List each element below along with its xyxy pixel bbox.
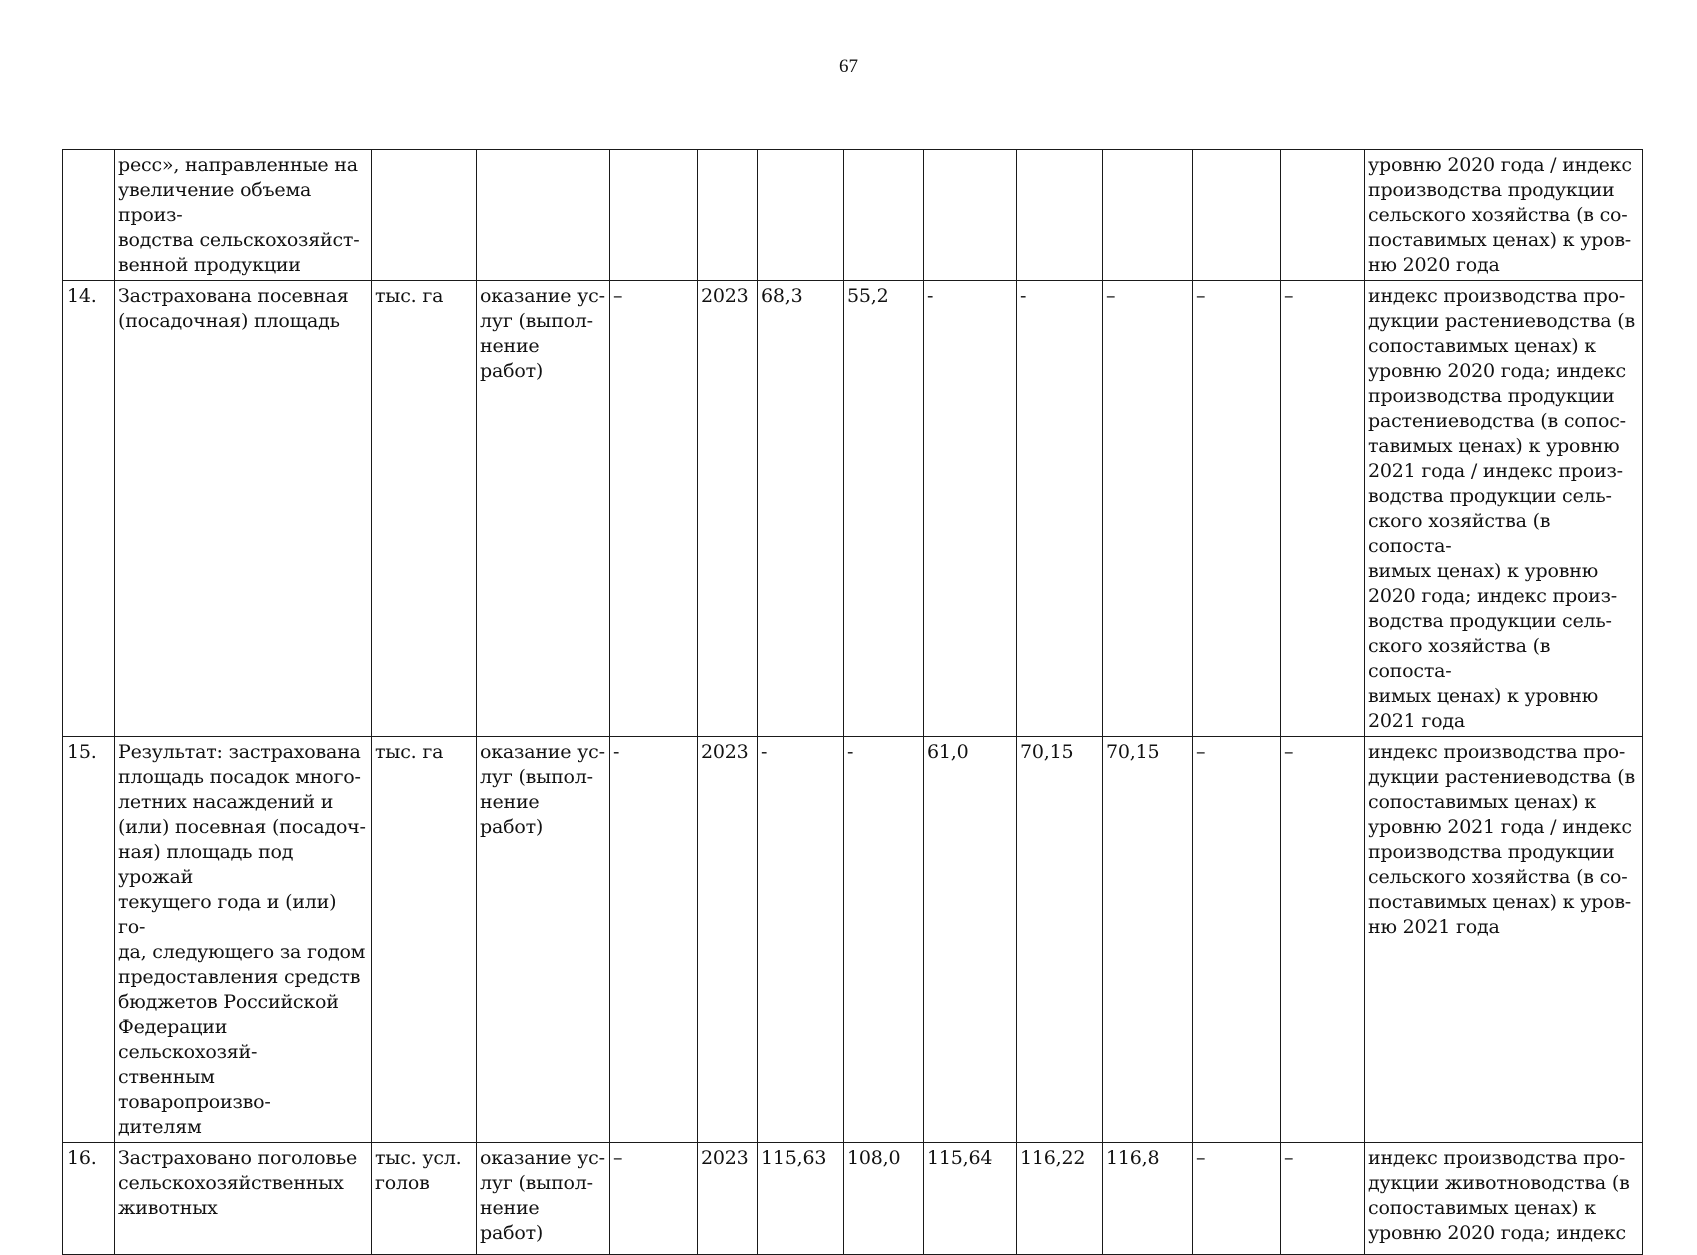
value-cell: – <box>1193 1143 1281 1255</box>
result-name: Застраховано поголовье сельскохозяйственных животных <box>115 1143 372 1255</box>
year-cell: 2023 <box>698 1143 758 1255</box>
indicators-table <box>62 149 1643 1255</box>
value-cell <box>1103 150 1193 281</box>
value-cell: – <box>1193 737 1281 1143</box>
value-cell: – <box>1193 281 1281 737</box>
value-cell: 115,64 <box>924 1143 1017 1255</box>
linked-indicators: уровню 2020 года / индекс производства продукции сельского хозяйства (в со- поставимых ценах) к уров- ню 2020 года <box>1365 150 1643 281</box>
value-cell <box>844 150 924 281</box>
unit-cell: тыс. га <box>372 281 477 737</box>
year-cell: 2023 <box>698 281 758 737</box>
value-cell: – <box>610 1143 698 1255</box>
value-cell: 116,8 <box>1103 1143 1193 1255</box>
value-cell: 115,63 <box>758 1143 844 1255</box>
value-cell: - <box>610 737 698 1143</box>
table-row <box>63 1143 1643 1255</box>
result-name: Результат: застрахована площадь посадок много- летних насаждений и (или) посевная (посадоч- ная) площадь под урожай текущего года и (или) го- да, следующего за годом предоставления средств бюджетов Российской Федерации сельскохозяй- ственным товаропроизво- дителям <box>115 737 372 1143</box>
value-cell: – <box>610 281 698 737</box>
value-cell <box>758 150 844 281</box>
table-row <box>63 150 1643 281</box>
value-cell <box>1281 150 1365 281</box>
value-cell: 116,22 <box>1017 1143 1103 1255</box>
value-cell <box>924 150 1017 281</box>
value-cell: 61,0 <box>924 737 1017 1143</box>
value-cell <box>1017 150 1103 281</box>
value-cell: – <box>1281 737 1365 1143</box>
row-number: 14. <box>63 281 115 737</box>
value-cell: - <box>924 281 1017 737</box>
result-name: Застрахована посевная (посадочная) площадь <box>115 281 372 737</box>
row-number: 16. <box>63 1143 115 1255</box>
value-cell: 70,15 <box>1103 737 1193 1143</box>
row-number <box>63 150 115 281</box>
linked-indicators: индекс производства про- дукции животноводства (в сопоставимых ценах) к уровню 2020 года; индекс <box>1365 1143 1643 1255</box>
linked-indicators: индекс производства про- дукции растениеводства (в сопоставимых ценах) к уровню 2021 года / индекс производства продукции сельского хозяйства (в со- поставимых ценах) к уров- ню 2021 года <box>1365 737 1643 1143</box>
table-row <box>63 737 1643 1143</box>
result-type: оказание ус- луг (выпол- нение работ) <box>477 1143 610 1255</box>
value-cell: – <box>1281 281 1365 737</box>
page-number: 67 <box>839 56 858 77</box>
value-cell: – <box>1103 281 1193 737</box>
value-cell: 68,3 <box>758 281 844 737</box>
value-cell: - <box>758 737 844 1143</box>
value-cell: - <box>1017 281 1103 737</box>
value-cell: 55,2 <box>844 281 924 737</box>
value-cell <box>1193 150 1281 281</box>
value-cell <box>610 150 698 281</box>
table-row <box>63 281 1643 737</box>
result-type: оказание ус- луг (выпол- нение работ) <box>477 737 610 1143</box>
value-cell: 70,15 <box>1017 737 1103 1143</box>
unit-cell <box>372 150 477 281</box>
unit-cell: тыс. усл. голов <box>372 1143 477 1255</box>
value-cell: - <box>844 737 924 1143</box>
linked-indicators: индекс производства про- дукции растениеводства (в сопоставимых ценах) к уровню 2020 года; индекс производства продукции растениеводства (в сопос- тавимых ценах) к уровню 2021 года / индекс произ- водства продукции сель- ского хозяйства (в сопоста- вимых ценах) к уровню 2020 года; индекс произ- водства продукции сель- ского хозяйства (в сопоста- вимых ценах) к уровню 2021 года <box>1365 281 1643 737</box>
unit-cell: тыс. га <box>372 737 477 1143</box>
result-type: оказание ус- луг (выпол- нение работ) <box>477 281 610 737</box>
year-cell <box>698 150 758 281</box>
result-name: ресс», направленные на увеличение объема произ- водства сельскохозяйст- венной продукции <box>115 150 372 281</box>
row-number: 15. <box>63 737 115 1143</box>
year-cell: 2023 <box>698 737 758 1143</box>
result-type <box>477 150 610 281</box>
value-cell: – <box>1281 1143 1365 1255</box>
value-cell: 108,0 <box>844 1143 924 1255</box>
